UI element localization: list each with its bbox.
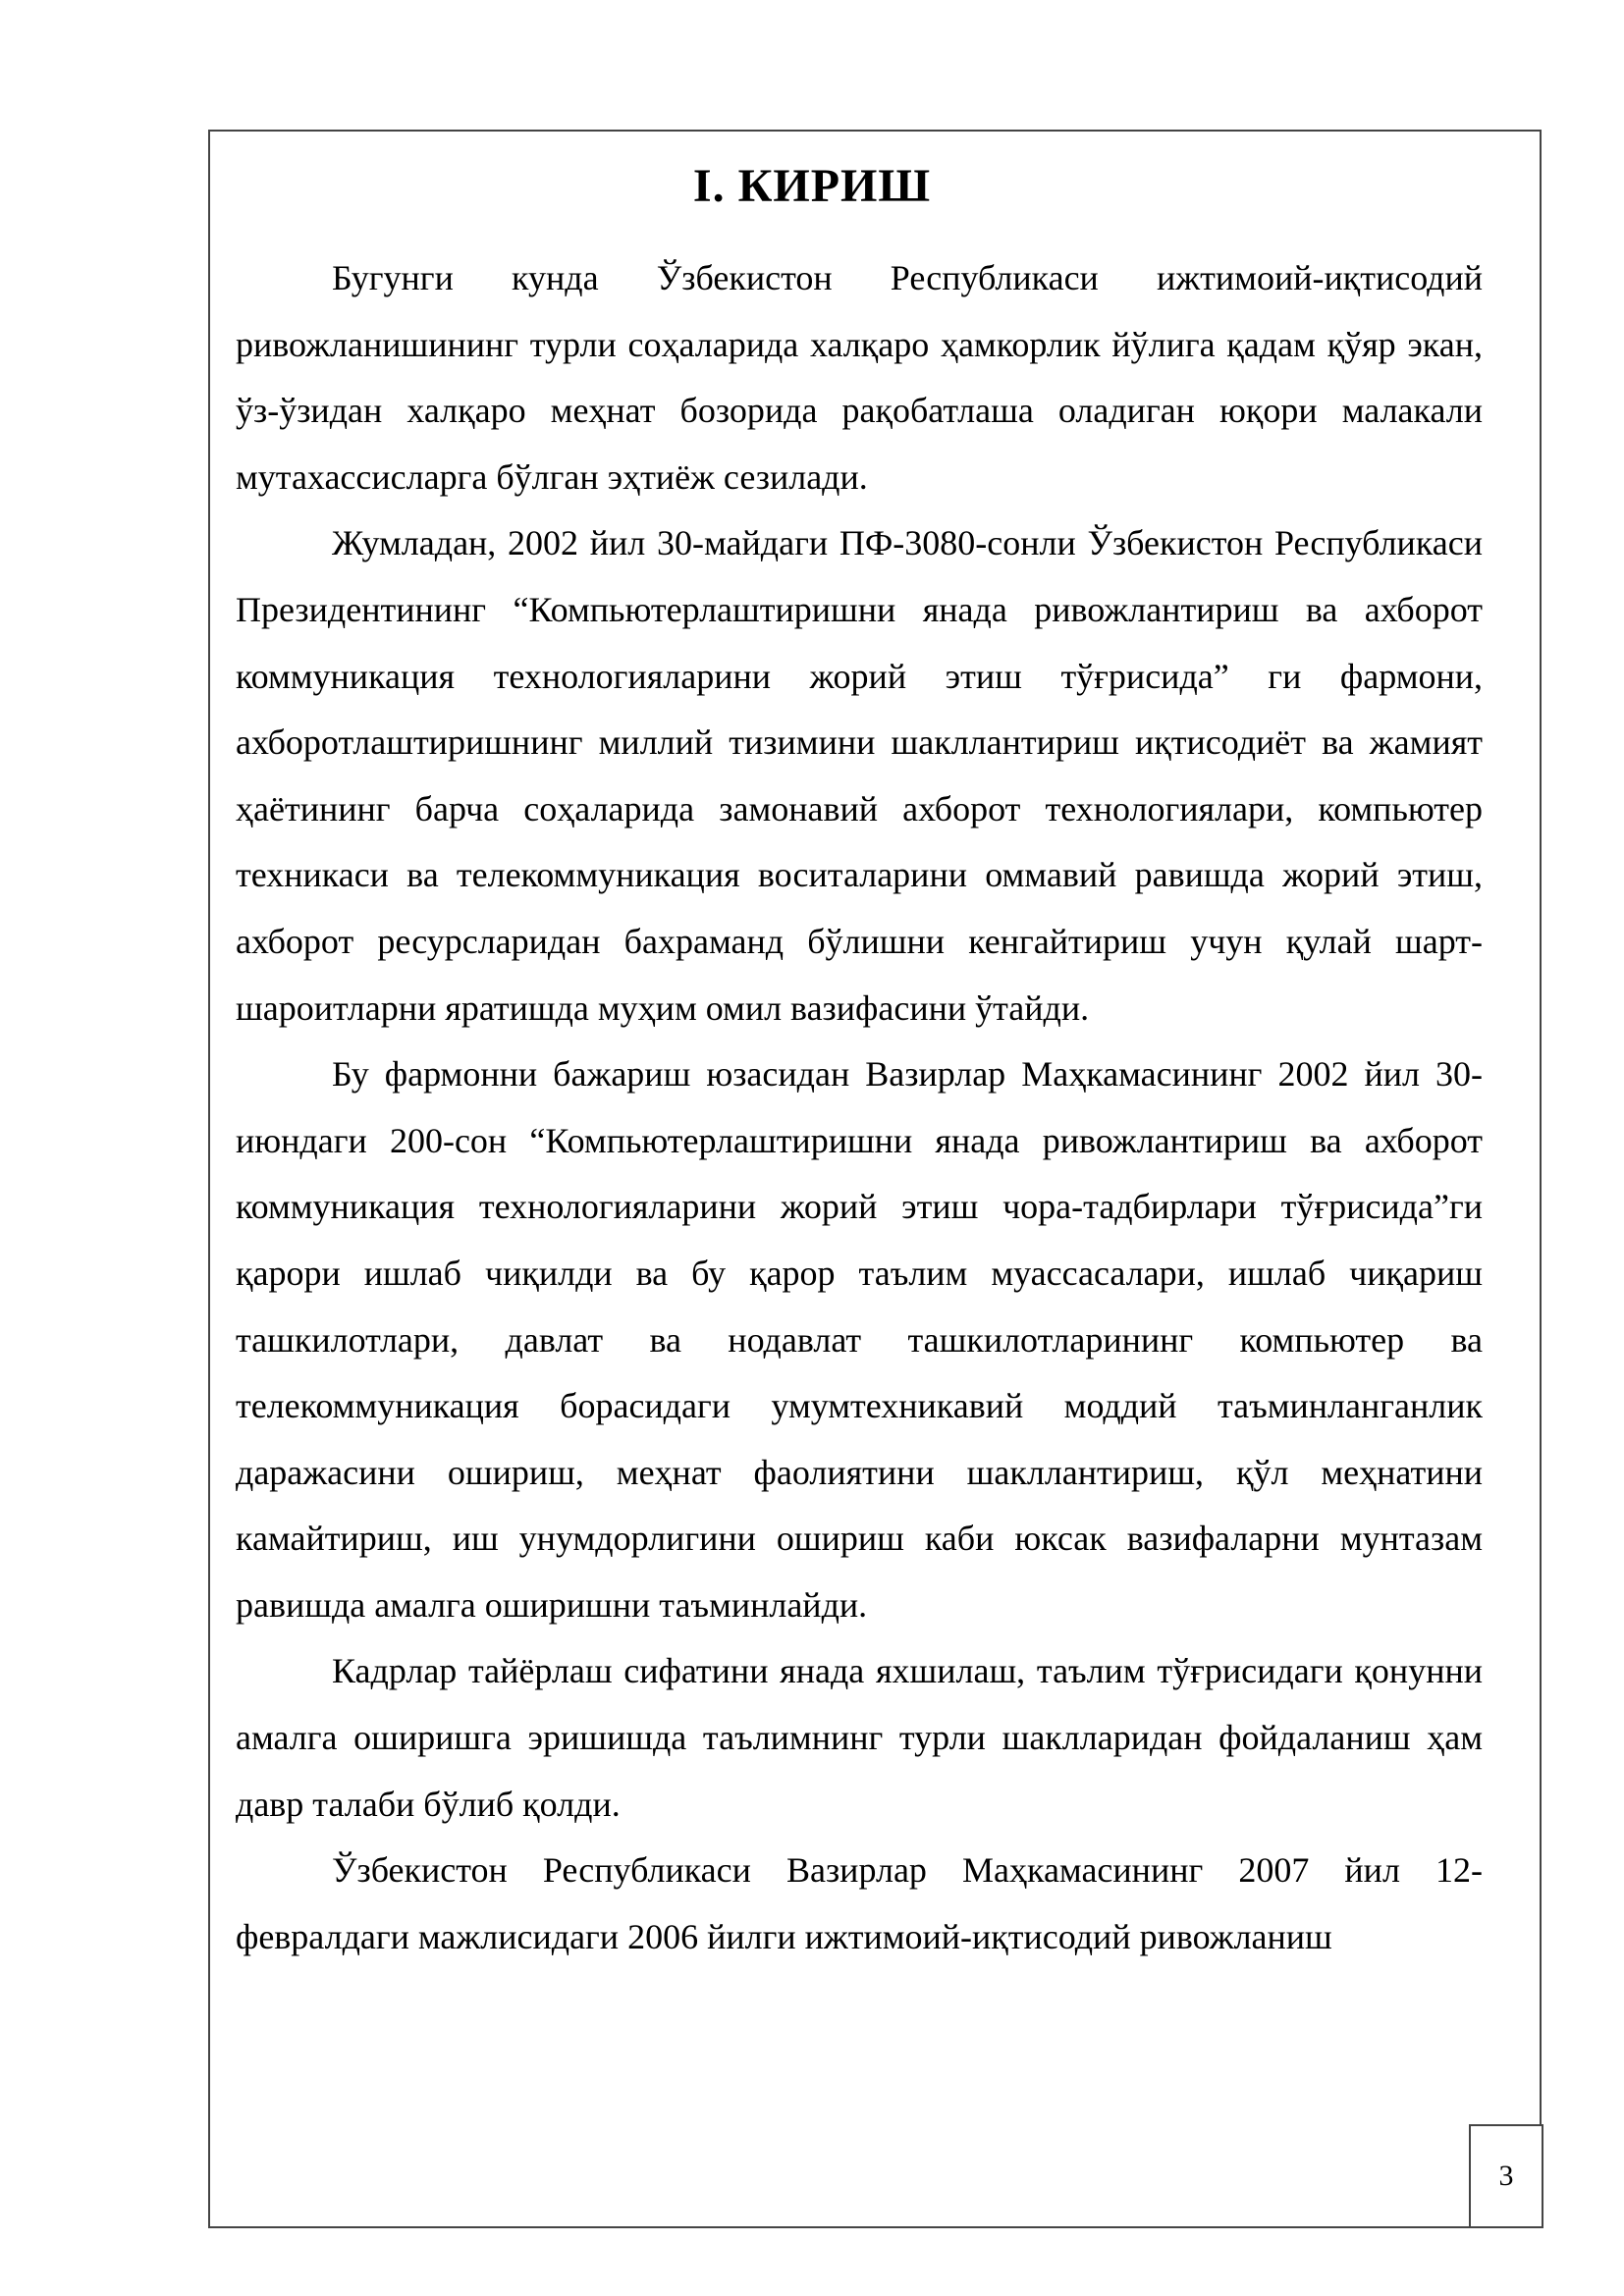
paragraph-1: Бугунги кунда Ўзбекистон Республикаси ижтимоий-иқтисодий ривожланишининг турли соҳаларида халқаро ҳамкорлик йўлига қадам қўяр экан, ўз-ўзидан халқаро меҳнат бозорида рақобатлаша оладиган юқори малакали мутахассисларга бўлган эҳтиёж сезилади. bbox=[236, 258, 1483, 497]
paragraph-2: Жумладан, 2002 йил 30-майдаги ПФ-3080-сонли Ўзбекистон Республикаси Президентининг “Компьютерлаштиришни янада ривожлантириш ва ахборот коммуникация технологияларини жорий этиш тўғрисида” ги фармони, ахборотлаштиришнинг миллий тизимини шакллантириш иқтисодиёт ва жамият ҳаётининг барча соҳаларида замонавий ахборот технологиялари, компьютер техникаси ва телекоммуникация воситаларини оммавий равишда жорий этиш, ахборот ресурсларидан бахраманд бўлишни кенгайтириш учун қулай шарт-шароитларни яратишда муҳим омил вазифасини ўтайди. bbox=[236, 523, 1483, 1028]
paragraph-3: Бу фармонни бажариш юзасидан Вазирлар Маҳкамасининг 2002 йил 30-июндаги 200-сон “Компьютерлаштиришни янада ривожлантириш ва ахборот коммуникация технологияларини жорий этиш чора-тадбирлари тўғрисида”ги қарори ишлаб чиқилди ва бу қарор таълим муассасалари, ишлаб чиқариш ташкилотлари, давлат ва нодавлат ташкилотларининг компьютер ва телекоммуникация борасидаги умумтехникавий моддий таъминланганлик даражасини ошириш, меҳнат фаолиятини шакллантириш, қўл меҳнатини камайтириш, иш унумдорлигини ошириш каби юксак вазифаларни мунтазам равишда амалга оширишни таъминлайди. bbox=[236, 1054, 1483, 1625]
paragraph-4: Кадрлар тайёрлаш сифатини янада яхшилаш, таълим тўғрисидаги қонунни амалга оширишга эришишда таълимнинг турли шаклларидан фойдаланиш ҳам давр талаби бўлиб қолди. bbox=[236, 1651, 1483, 1824]
body-text bbox=[236, 245, 1483, 1970]
section-title: I. КИРИШ bbox=[692, 160, 932, 212]
paragraph-5: Ўзбекистон Республикаси Вазирлар Маҳкамасининг 2007 йил 12-февралдаги мажлисидаги 2006 йилги ижтимоий-иқтисодий ривожланиш bbox=[236, 1850, 1483, 1956]
page-number: 3 bbox=[1469, 2124, 1543, 2228]
